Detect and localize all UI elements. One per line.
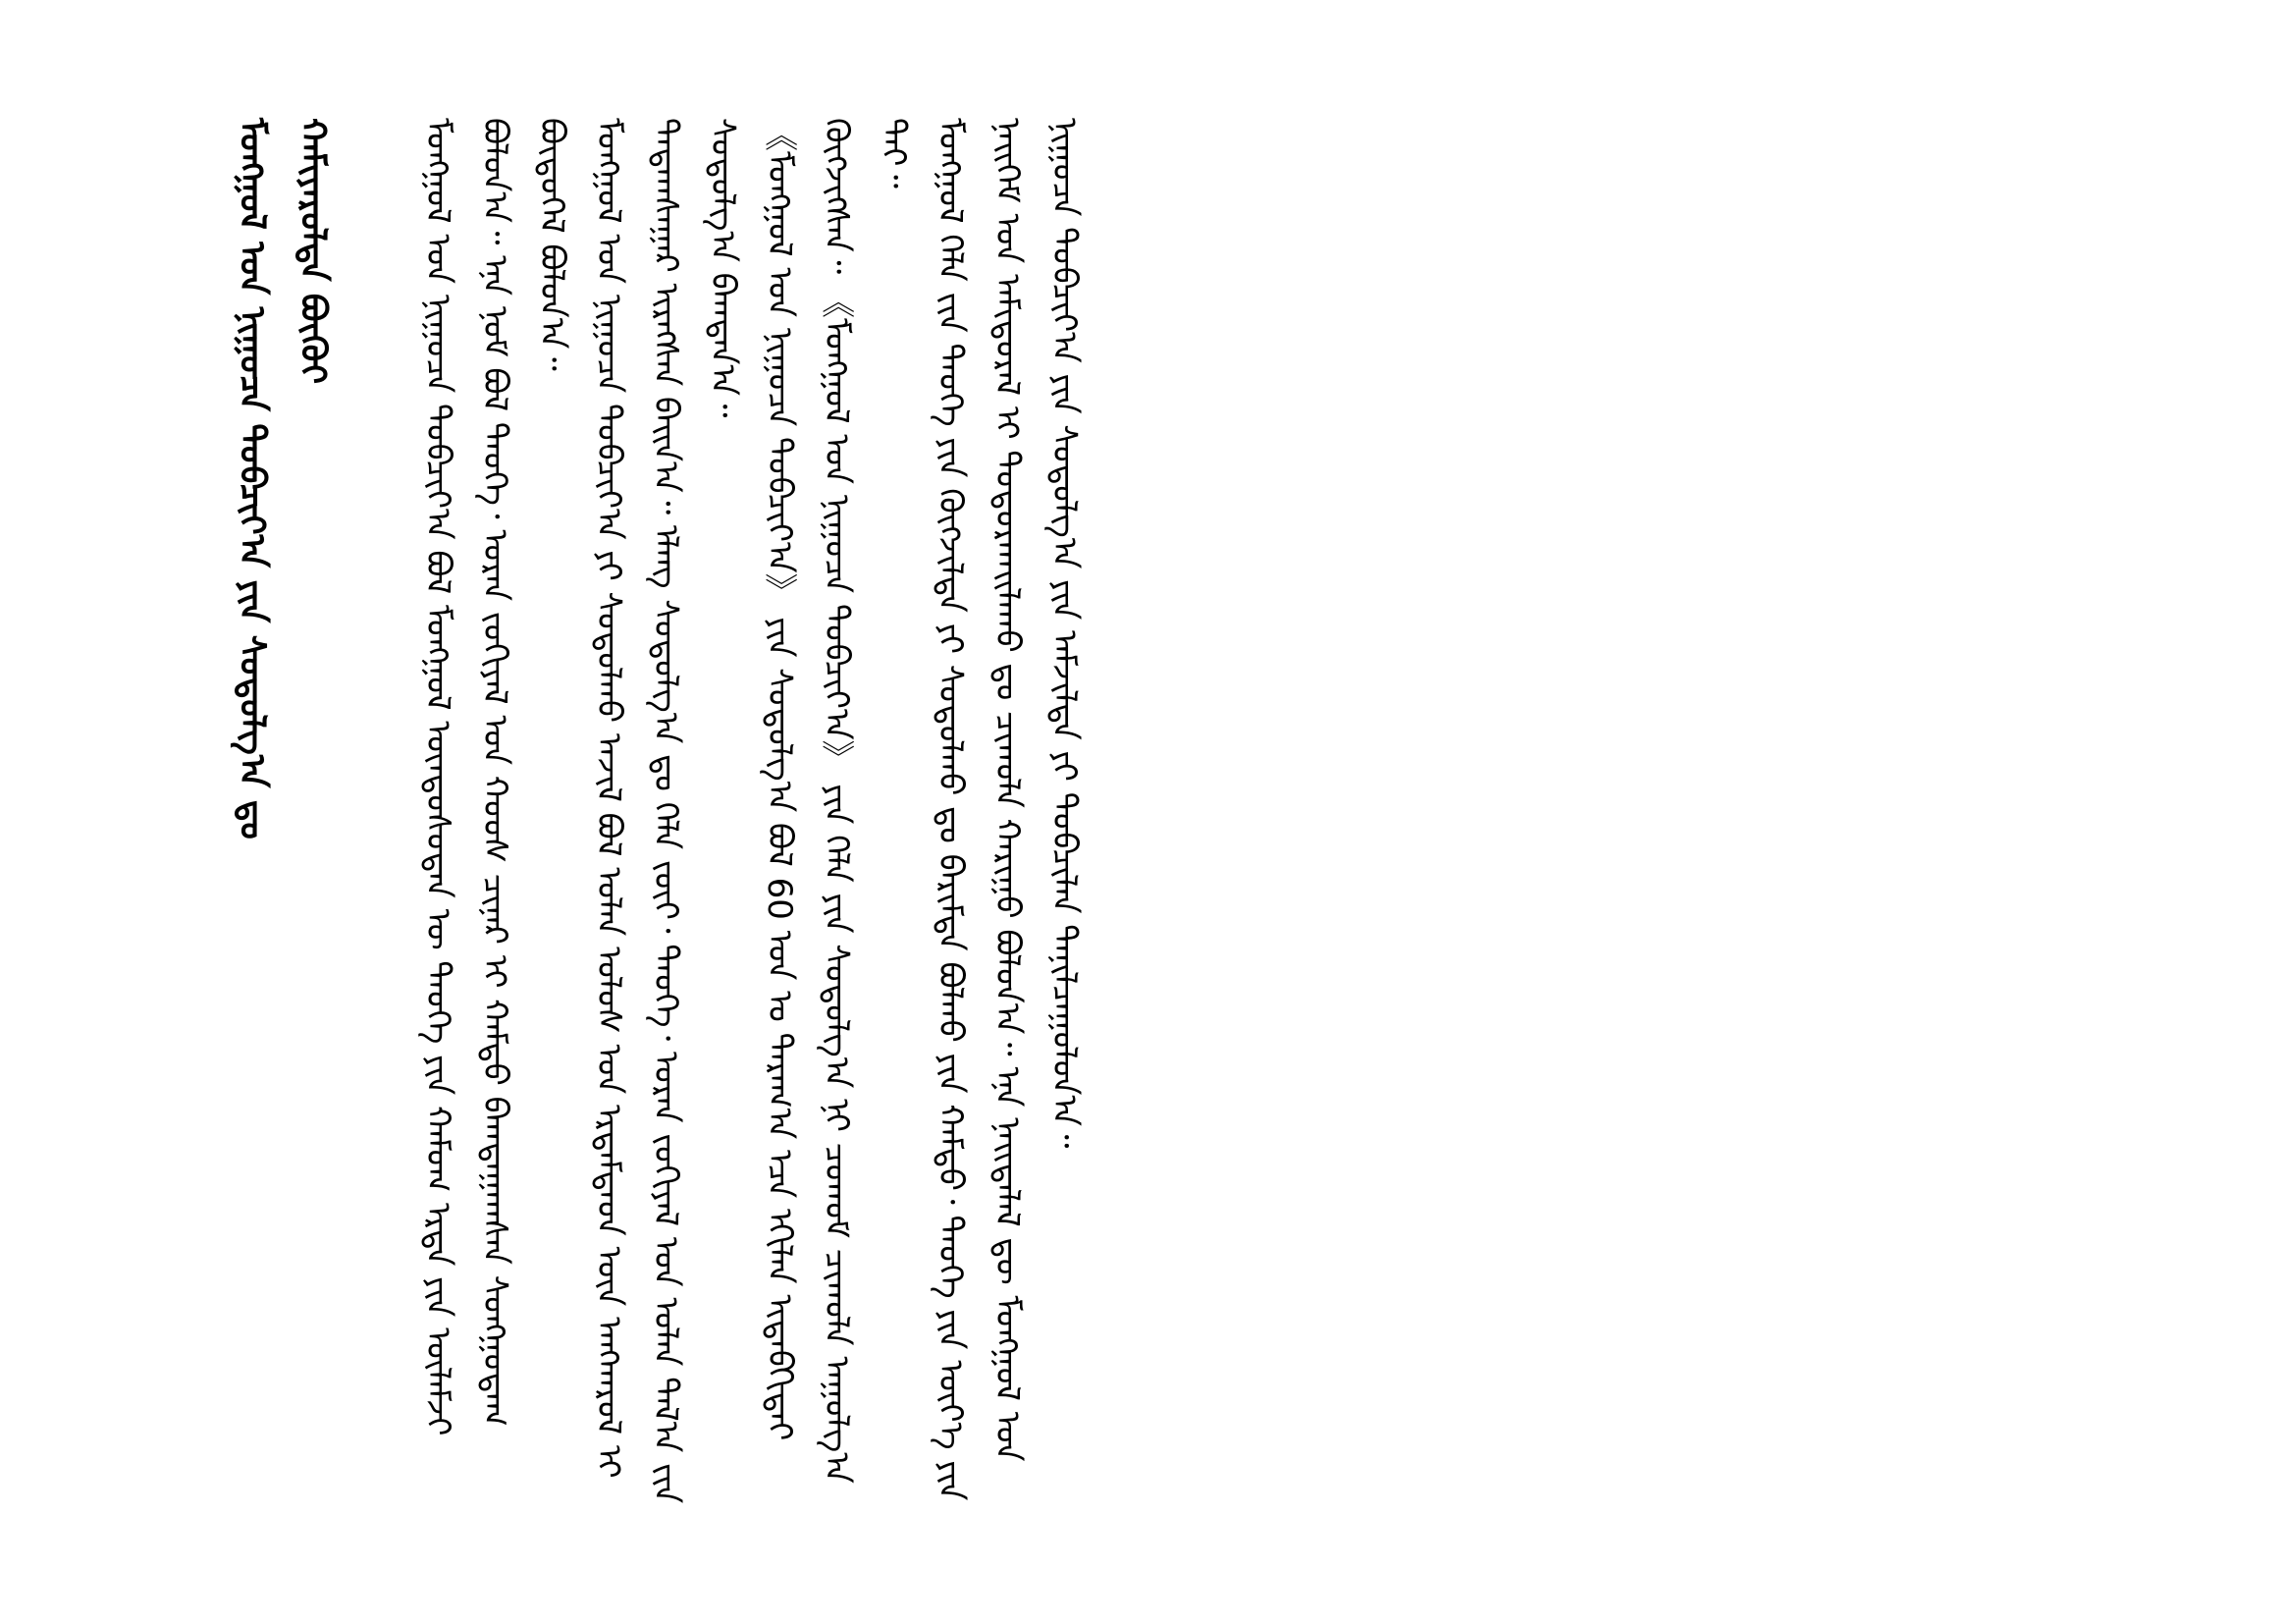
vertical-mongolian-text <box>221 118 1093 1522</box>
paragraph-4: ᠮᠣᠩᠭᠣᠯ ᠬᠡᠯᠡ ᠵᠢᠨ ᠲᠡᠦᠬᠡ ᠶᠢᠨ ᠬᠥᠭᠵᠢᠯᠲᠡ ᠶᠢ ᠰᠤᠳᠤᠯᠬᠤ ᠳᠤ ᠪᠠᠷᠢᠮᠲᠠ ᠪᠣᠯᠬᠤ ᠶᠢᠨ ᠬᠠᠮᠲᠤ᠂ ᠲᠡᠦᠬᠡ ᠶᠢᠨ ᠦᠶ᠎ᠡ ᠶᠢᠨ ᠨᠡᠢᠭᠡᠮ ᠤᠨ ᠠᠮᠢᠳᠤᠷᠠᠯ ᠢ ᠲᠣᠳᠤᠷᠬᠠᠢᠯᠠᠬᠤ ᠳᠤ ᠴᠢᠬᠤᠯᠠ ᠬᠠᠷᠢᠭᠤ ᠪᠣᠯᠤᠨ᠎ᠠ᠃ ᠡᠨᠡ ᠨᠡᠢᠲᠡᠯᠡᠯ ᠳᠦ ᠮᠣᠩᠭᠣᠯ ᠤᠨ ᠨᠢᠭᠤᠴᠠ ᠲᠣᠪᠴᠢᠶ᠎ᠠ ᠶᠢᠨ ᠰᠤᠳᠤᠯᠭ᠎ᠠ ᠶᠢᠨ ᠠᠮᠵᠢᠯᠲᠠ ᠶᠢ ᠲᠣᠪᠴᠢᠯᠠᠨ ᠲᠠᠨᠢᠯᠴᠠᠭᠤᠯᠤᠨ᠎ᠠ᠃ <box>931 118 1084 1501</box>
paragraph-2: ᠮᠣᠩᠭᠣᠯ ᠤᠨ ᠨᠢᠭᠤᠴᠠ ᠲᠣᠪᠴᠢᠶ᠎ᠠ ᠶᠢ ᠰᠤᠳᠤᠯᠬᠤ ᠠᠵᠢᠯ ᠪᠣᠯ ᠣᠯᠠᠨ ᠤᠯᠤᠰ ᠤᠨ ᠡᠷᠳᠡᠮᠲᠡᠳ ᠦᠨ ᠠᠩᠬᠠᠷᠤᠯ ᠢ ᠲᠠᠲᠠᠭᠰᠠᠭᠠᠷ ᠢᠷᠡᠭᠰᠡᠨ ᠪᠠᠢᠨ᠎ᠠ᠃ ᠡᠯᠡᠩ ᠰᠤᠳᠤᠯᠭ᠎ᠠ ᠳᠤ ᠬᠡᠯᠡ ᠵᠦᠢ᠂ ᠲᠡᠦᠬᠡ᠂ ᠤᠷᠠᠨ ᠵᠣᠬᠢᠶᠠᠯ ᠤᠨ ᠣᠯᠠᠨ ᠲᠠᠯ᠎ᠠ ᠵᠢᠨ ᠰᠤᠳᠤᠯᠭ᠎ᠠ ᠪᠠᠭᠲᠠᠨ᠎ᠠ᠃ <box>589 118 742 1504</box>
paragraph-3: 《ᠮᠣᠩᠭᠣᠯ ᠤᠨ ᠨᠢᠭᠤᠴᠠ ᠲᠣᠪᠴᠢᠶ᠎ᠠ》 ᠶᠢᠨ ᠰᠤᠳᠤᠯᠭ᠎ᠠ ᠪᠣᠯ 60 ᠣᠨ ᠤ ᠳᠠᠷᠠᠭ᠎ᠠ ᠡᠴᠡ ᠡᠬᠢᠯᠡᠨ ᠢᠳᠡᠪᠬᠢᠲᠡᠢ ᠬᠥᠭᠵᠢᠭᠰᠡᠨ᠃ 《ᠮᠣᠩᠭᠣᠯ ᠤᠨ ᠨᠢᠭᠤᠴᠠ ᠲᠣᠪᠴᠢᠶ᠎ᠠ》 ᠶᠢᠨ ᠬᠡᠯᠡ ᠶᠢᠨ ᠰᠤᠳᠤᠯᠭ᠎ᠠ ᠨᠢ ᠴᠤᠬᠤᠮ ᠴᠢᠬᠤᠯᠠ ᠠᠭᠤᠯᠭ᠎ᠠ ᠲᠠᠢ᠃ <box>760 118 913 1484</box>
title-line-1: ᠮᠣᠩᠭᠣᠯ ᠤᠨ ᠨᠢᠭᠤᠴᠠ ᠲᠣᠪᠴᠢᠶ᠎ᠠ ᠶᠢᠨ ᠰᠤᠳᠤᠯᠭ᠎ᠠ ᠳᠤ <box>232 118 272 839</box>
paragraph-1: ᠮᠣᠩᠭᠣᠯ ᠤᠨ ᠨᠢᠭᠤᠴᠠ ᠲᠣᠪᠴᠢᠶ᠎ᠠ ᠪᠣᠯ ᠮᠣᠩᠭᠣᠯ ᠦᠨᠳᠦᠰᠦᠲᠡᠨ ᠦ ᠲᠡᠦᠬᠡ ᠶᠢᠨ ᠬᠠᠮᠤᠭ ᠡᠷᠲᠡ ᠶᠢᠨ ᠦᠯᠡᠮᠵᠢ ᠪᠣᠯᠤᠨ᠎ᠠ᠃ ᠡᠨᠡ ᠨᠣᠮ ᠪᠣᠯ ᠲᠡᠦᠬᠡ᠂ ᠤᠷᠠᠨ ᠵᠣᠬᠢᠶᠠᠯ ᠤᠨ ᠬᠣᠣᠰ ᠴᠢᠨᠠᠷ ᠢ ᠬᠠᠮᠲᠤ ᠪᠠᠭᠲᠠᠭᠠᠭᠰᠠᠨ ᠰᠣᠩᠭᠣᠳᠠᠭ ᠪᠦᠲᠦᠭᠡᠯ ᠪᠣᠯᠤᠨ᠎ᠠ᠃ <box>418 118 571 1436</box>
title-line-2: ᠬᠠᠮᠢᠶᠠᠷᠤᠯᠲᠠ ᠪᠦᠬᠦᠢ <box>293 118 333 385</box>
